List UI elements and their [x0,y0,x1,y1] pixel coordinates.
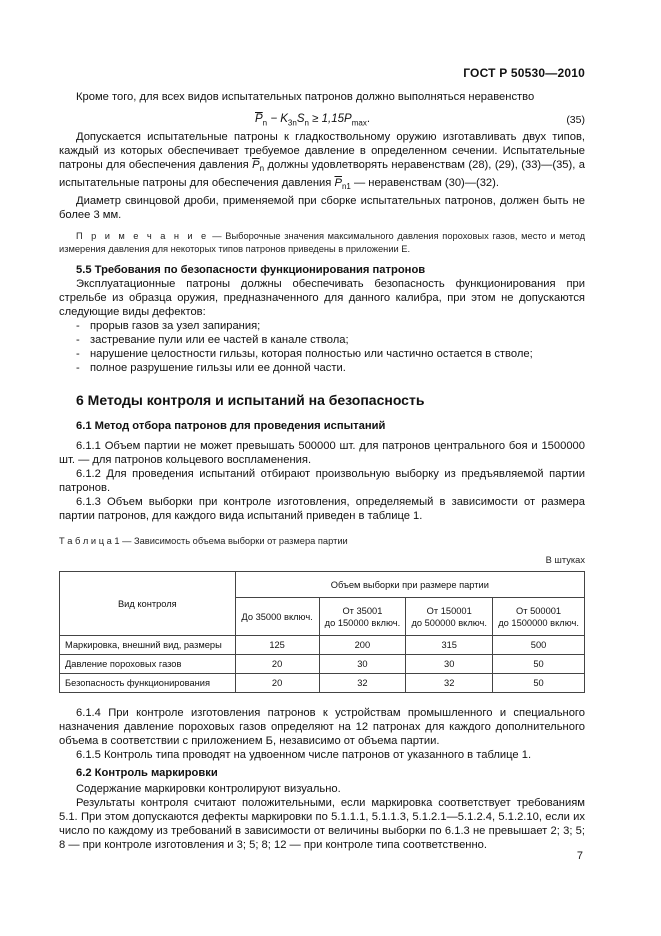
column-header-size: От 35001 до 150000 включ. [319,598,406,636]
table-cell: 50 [493,674,585,693]
table-cell: 20 [235,655,319,674]
table-cell: 30 [406,655,493,674]
list-item: - застревание пули или ее частей в канале ствола; [76,333,585,347]
list-item: - нарушение целостности гильзы, которая полностью или частично остается в стволе; [76,347,585,361]
page-content [59,90,585,852]
sample-size-table [59,571,585,693]
column-group-header: Объем выборки при размере партии [235,572,584,598]
formula-expression: $\overline{P}_n - K_{3n}S_n \ge 1,15P_{max}$. [255,113,371,128]
shot-diameter-paragraph: Диаметр свинцовой дроби, применяемой при сборке испытательных патронов, должен быть не более 3 мм. [59,195,585,222]
table-cell: 20 [235,674,319,693]
section-6-heading: 6 Методы контроля и испытаний на безопасность [76,392,425,409]
table-unit: В штуках [545,555,585,566]
column-header-control: Вид контроля [60,572,236,636]
paragraph-6-1-5: 6.1.5 Контроль типа проводят на удвоенном числе патронов от указанного в таблице 1. [76,749,532,762]
table-row [60,674,585,693]
table-cell: Маркировка, внешний вид, размеры [60,636,236,655]
table-cell: 125 [235,636,319,655]
note-paragraph: П р и м е ч а н и е — Выборочные значения максимального давления пороховых газов, место и метод измерения давления для некоторых типов патронов приведены в приложении Е. [59,231,585,254]
table-caption: Т а б л и ц а 1 — Зависимость объема выборки от размера партии [59,536,348,547]
two-types-paragraph: Допускается испытательные патроны к гладкоствольному оружию изготавливать двух типов, каждый из которых обеспечивает требуемое давление в определенном сечении. Испытательные патроны для обеспечения давления $\overline{P}_n$ должны удовлетворять неравенствам (28), (29), (33)—(35), а испытательные патроны для обеспечения давления $\overline{P}_{n1}$ — неравенствам (30)—(32). [59,131,586,192]
section-6-1-heading: 6.1 Метод отбора патронов для проведения испытаний [76,420,386,433]
paragraph-6-1-1: 6.1.1 Объем партии не может превышать 500000 шт. для патронов центрального боя и 1500000 шт. — для патронов кольцевого воспламенения. [59,440,585,467]
standard-header: ГОСТ Р 50530—2010 [463,66,585,80]
table-cell: 200 [319,636,406,655]
intro-paragraph: Кроме того, для всех видов испытательных патронов должно выполняться неравенство [76,91,535,103]
page-number: 7 [576,850,583,862]
paragraph-6-1-4: 6.1.4 При контроле изготовления патронов к устройствам промышленного и специального назначения давление пороховых газов определяют на 12 патронах для каждого дополнительного объема в соответствии с приложением Б, независимо от объема партии. [59,707,585,748]
formula-35 [59,108,585,130]
column-header-size: От 500001 до 1500000 включ. [493,598,585,636]
table-cell: 500 [493,636,585,655]
list-item: - полное разрушение гильзы или ее донной части. [76,361,585,375]
paragraph-6-1-3: 6.1.3 Объем выборки при контроле изготовления, определяемый в зависимости от размера партии патронов, для каждого вида испытаний приведен в таблице 1. [59,496,585,523]
table-cell: 32 [319,674,406,693]
defects-list [59,319,585,375]
table-row [60,655,585,674]
table-cell: Безопасность функционирования [60,674,236,693]
section-5-5-heading: 5.5 Требования по безопасности функционирования патронов [76,264,426,277]
paragraph-6-2-results: Результаты контроля считают положительными, если маркировка соответствует требованиям 5.1. При этом допускаются дефекты маркировки по 5.1.1.1, 5.1.1.3, 5.1.2.1—5.1.2.4, 5.1.2.10, если их число по каждому из требований в зависимости от величины выборки по 6.1.3 не превышает 2; 3; 5; 8 — при контроле изготовления и 3; 5; 8; 12 — при контроле типа соответственно. [59,797,585,852]
list-item: - прорыв газов за узел запирания; [76,319,585,333]
table-cell: 50 [493,655,585,674]
table-cell: Давление пороховых газов [60,655,236,674]
paragraph-6-2-visual: Содержание маркировки контролируют визуально. [76,783,341,796]
section-6-2-heading: 6.2 Контроль маркировки [76,767,218,780]
table-cell: 315 [406,636,493,655]
table-cell: 32 [406,674,493,693]
table-row [60,636,585,655]
column-header-size: От 150001 до 500000 включ. [406,598,493,636]
section-5-5-text: Эксплуатационные патроны должны обеспечивать безопасность функционирования при стрельбе из образца оружия, предназначенного для данного калибра, при этом не допускаются следующие виды дефектов: [59,278,585,319]
paragraph-6-1-2: 6.1.2 Для проведения испытаний отбирают произвольную выборку из предъявляемой партии патронов. [59,468,585,495]
column-header-size: До 35000 включ. [235,598,319,636]
formula-number: (35) [566,114,585,126]
table-cell: 30 [319,655,406,674]
